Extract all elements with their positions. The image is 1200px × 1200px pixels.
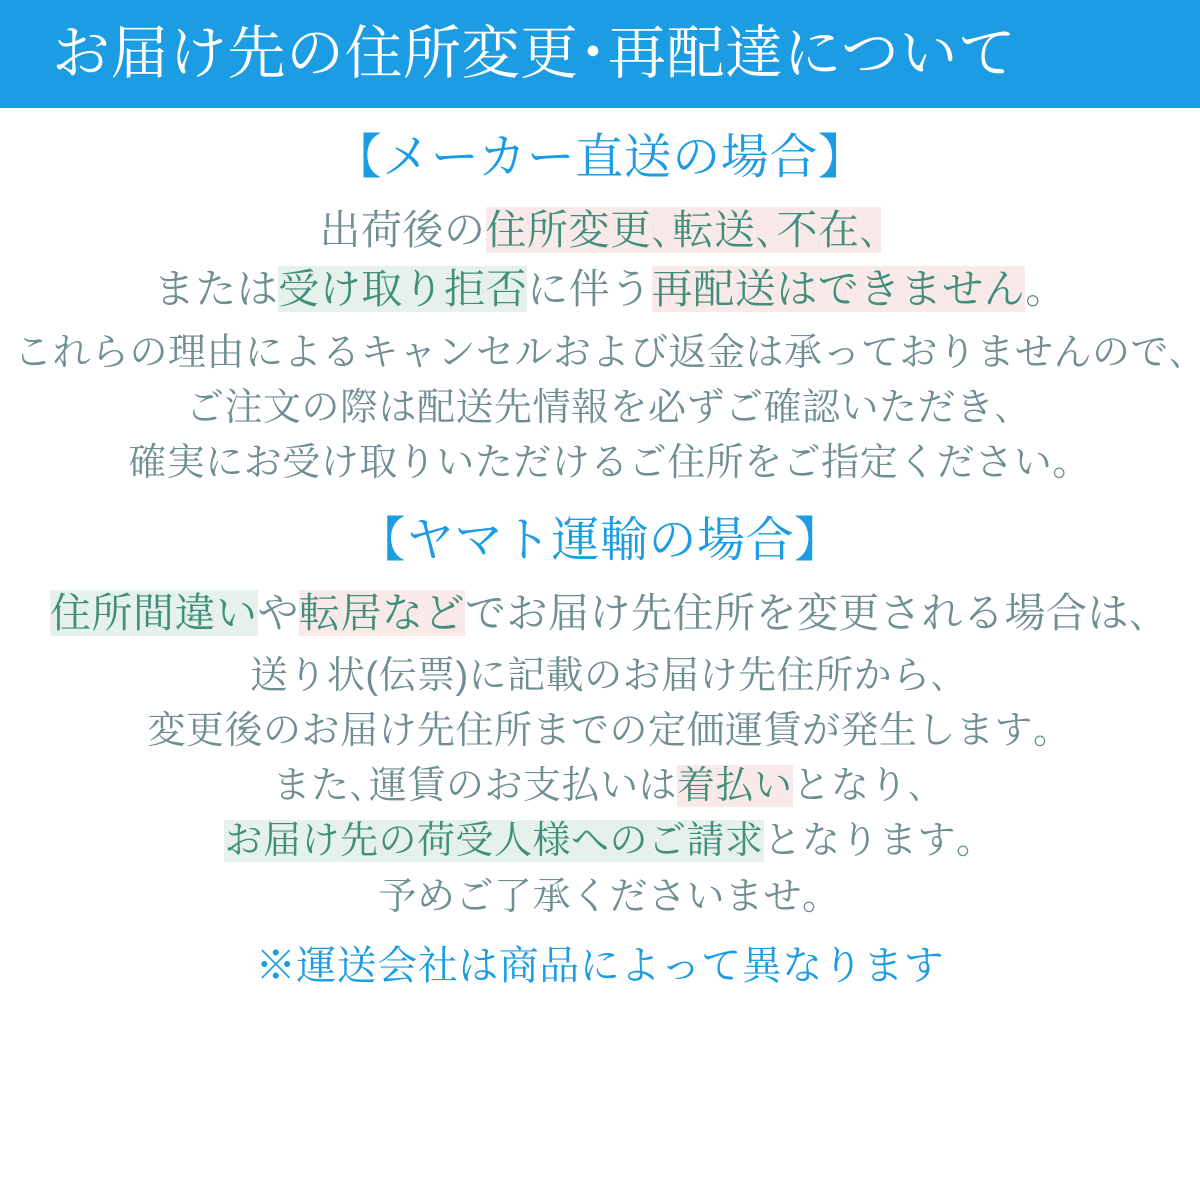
line-part: でお届け先住所を変更される場合は､ bbox=[465, 589, 1150, 636]
line-part-highlight: 転居など bbox=[299, 589, 465, 636]
line-part: となります｡ bbox=[763, 820, 976, 863]
text-line bbox=[14, 649, 1186, 704]
line-part: または bbox=[153, 266, 279, 313]
text-line bbox=[14, 704, 1186, 759]
text-line bbox=[14, 260, 1186, 319]
line-part-highlight: 住所変更､転送､不在､ bbox=[485, 206, 881, 253]
line-part-highlight: 着払い bbox=[676, 765, 793, 808]
section-heading-maker-direct: 【メーカー直送の場合】 bbox=[333, 131, 867, 184]
line-part-highlight: お届け先の荷受人様へのご請求 bbox=[224, 820, 764, 863]
line-part: ｡ bbox=[1025, 266, 1047, 313]
text-line bbox=[14, 381, 1186, 436]
line-part: ご注文の際は配送先情報を必ずご確認いただき､ bbox=[185, 386, 1014, 429]
line-part: となり､ bbox=[792, 765, 928, 808]
footer-note: ※運送会社は商品によって異なります bbox=[255, 943, 945, 988]
line-part: 予めご了承くださいませ｡ bbox=[378, 875, 822, 918]
line-part: に伴う bbox=[527, 266, 652, 313]
line-part: や bbox=[257, 589, 299, 636]
text-line bbox=[14, 759, 1186, 814]
text-line bbox=[14, 201, 1186, 260]
text-line bbox=[14, 870, 1186, 925]
header-bar bbox=[0, 0, 1200, 108]
line-part-highlight: 住所間違い bbox=[50, 589, 258, 636]
line-part-highlight: 再配送はできません bbox=[651, 266, 1026, 313]
line-part: 出荷後の bbox=[319, 206, 486, 253]
line-part: 送り状(伝票)に記載のお届け先住所から､ bbox=[249, 655, 951, 698]
line-part: 変更後のお届け先住所までの定価運賃が発生します｡ bbox=[147, 710, 1053, 753]
line-part: これらの理由によるキャンセルおよび返金は承っておりませんので､ bbox=[14, 331, 1189, 374]
line-part: 確実にお受け取りいただけるご住所をご指定ください｡ bbox=[128, 441, 1072, 484]
content-body bbox=[0, 132, 1200, 993]
section-heading-yamato: 【ヤマト運輸の場合】 bbox=[357, 513, 843, 567]
line-part: また､運賃のお支払いは bbox=[272, 765, 677, 808]
page-title: お届け先の住所変更･再配達について bbox=[52, 21, 1017, 86]
text-line bbox=[14, 584, 1186, 643]
text-line bbox=[14, 436, 1186, 491]
text-line bbox=[14, 814, 1186, 869]
line-part-highlight: 受け取り拒否 bbox=[278, 266, 528, 313]
text-line bbox=[14, 326, 1189, 381]
